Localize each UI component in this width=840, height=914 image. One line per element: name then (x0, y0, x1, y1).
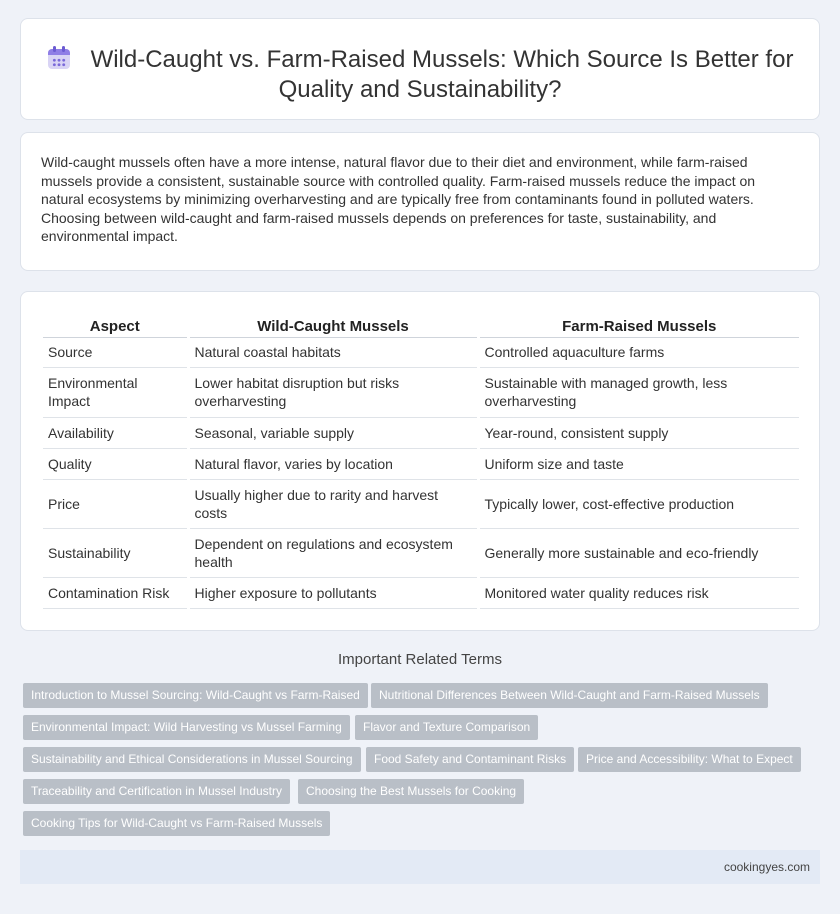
header-wild-caught: Wild-Caught Mussels (188, 316, 478, 337)
related-tag[interactable]: Choosing the Best Mussels for Cooking (298, 779, 524, 804)
table-row (43, 448, 799, 479)
related-tag[interactable]: Flavor and Texture Comparison (355, 715, 538, 740)
row-farm: Generally more sustainable and eco-friendly (478, 528, 799, 577)
row-aspect: Source (43, 337, 188, 367)
page-title-wrap (41, 45, 799, 105)
related-tag[interactable]: Cooking Tips for Wild-Caught vs Farm-Raised Mussels (23, 811, 330, 836)
row-farm: Typically lower, cost-effective production (478, 479, 799, 528)
comparison-card (20, 291, 820, 631)
row-aspect: Price (43, 479, 188, 528)
row-farm: Year-round, consistent supply (478, 417, 799, 448)
related-tag[interactable]: Environmental Impact: Wild Harvesting vs Mussel Farming (23, 715, 350, 740)
footer (20, 850, 820, 884)
calendar-icon (47, 46, 71, 70)
header-farm-raised: Farm-Raised Mussels (478, 316, 799, 337)
header-card (20, 18, 820, 120)
row-aspect: Contamination Risk (43, 577, 188, 608)
row-aspect: Quality (43, 448, 188, 479)
table-row (43, 528, 799, 577)
related-tag[interactable]: Price and Accessibility: What to Expect (578, 747, 801, 772)
table-header-row (43, 316, 799, 337)
row-farm: Controlled aquaculture farms (478, 337, 799, 367)
row-wild: Natural flavor, varies by location (188, 448, 478, 479)
intro-card (20, 132, 820, 271)
footer-site: cookingyes.com (723, 860, 810, 874)
intro-paragraph: Wild-caught mussels often have a more intense, natural flavor due to their diet and environment, while farm-raised mussels provide a consistent, sustainable source with controlled quality. Farm-raised mussels reduce the impact on natural ecosystems by minimizing overharvesting and are typically free from contaminants found in polluted waters. Choosing between wild-caught and farm-raised mussels depends on preferences for taste, sustainability, and environmental impact. (41, 154, 756, 244)
row-farm: Monitored water quality reduces risk (478, 577, 799, 608)
row-wild: Usually higher due to rarity and harvest costs (188, 479, 478, 528)
related-tag[interactable]: Introduction to Mussel Sourcing: Wild-Caught vs Farm-Raised (23, 683, 368, 708)
row-farm: Sustainable with managed growth, less overharvesting (478, 367, 799, 417)
row-wild: Natural coastal habitats (188, 337, 478, 367)
table-row (43, 417, 799, 448)
row-farm: Uniform size and taste (478, 448, 799, 479)
page-title: Wild-Caught vs. Farm-Raised Mussels: Which Source Is Better for Quality and Sustainability? (90, 46, 794, 103)
header-aspect: Aspect (43, 316, 188, 337)
row-wild: Lower habitat disruption but risks overharvesting (188, 367, 478, 417)
related-tag[interactable]: Sustainability and Ethical Considerations in Mussel Sourcing (23, 747, 361, 772)
row-aspect: Availability (43, 417, 188, 448)
row-wild: Dependent on regulations and ecosystem health (188, 528, 478, 577)
related-tag[interactable]: Food Safety and Contaminant Risks (366, 747, 574, 772)
related-tag[interactable]: Nutritional Differences Between Wild-Caught and Farm-Raised Mussels (371, 683, 768, 708)
row-aspect: Sustainability (43, 528, 188, 577)
related-tag[interactable]: Traceability and Certification in Mussel Industry (23, 779, 290, 804)
table-row (43, 479, 799, 528)
table-row (43, 367, 799, 417)
row-wild: Higher exposure to pollutants (188, 577, 478, 608)
comparison-table (43, 316, 799, 609)
related-terms-title: Important Related Terms (338, 651, 502, 668)
table-row (43, 337, 799, 367)
table-row (43, 577, 799, 608)
row-aspect: Environmental Impact (43, 367, 188, 417)
row-wild: Seasonal, variable supply (188, 417, 478, 448)
